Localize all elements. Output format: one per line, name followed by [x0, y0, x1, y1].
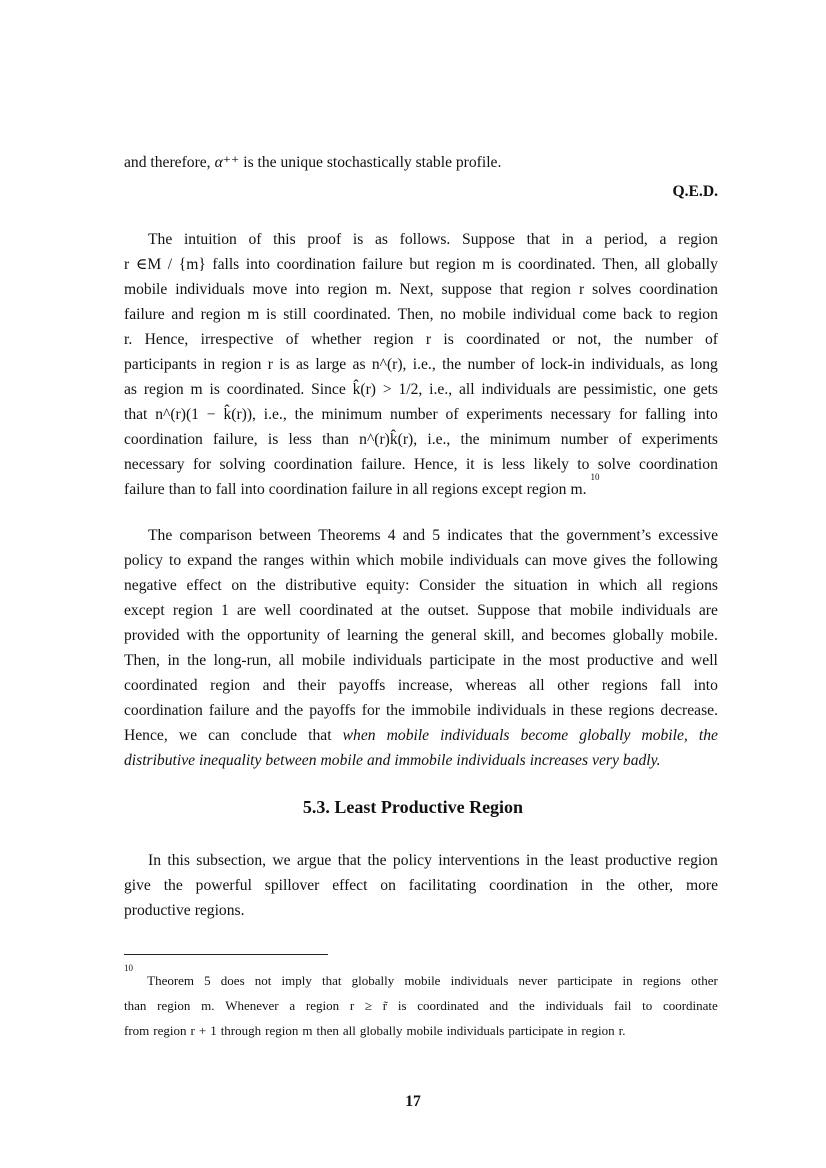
paragraph-comparison: [124, 523, 718, 773]
para2-line: negative effect on the distributive equity: Consider the situation in which all regions: [124, 577, 718, 594]
para1-line: failure than to fall into coordination failure in all regions except region m. 10: [124, 477, 718, 502]
footnote-divider: [124, 954, 328, 955]
footnote-line: from region r + 1 through region m then all globally mobile individuals participate in region r.: [124, 1023, 626, 1038]
para3-line: productive regions.: [124, 902, 245, 919]
para2-line: The comparison between Theorems 4 and 5 indicates that the government’s excessive: [148, 527, 718, 544]
footnote-reference[interactable]: 10: [590, 472, 600, 482]
para1-line: necessary for solving coordination failure. Hence, it is less likely to solve coordination: [124, 456, 718, 473]
footnote-number: 10: [124, 963, 133, 973]
para1-line: that n^(r)(1 − k̂(r)), i.e., the minimum number of experiments necessary for falling into: [124, 406, 718, 423]
para1-line: r ∈M / {m} falls into coordination failure but region m is coordinated. Then, all globally: [124, 256, 718, 273]
intro-suffix: is the unique stochastically stable profile.: [243, 154, 502, 171]
alpha-symbol: α⁺⁺: [214, 154, 240, 171]
para2-line: Hence, we can conclude that when mobile individuals become globally mobile, the: [124, 727, 718, 744]
para1-line: failure and region m is still coordinated. Then, no mobile individual come back to region: [124, 306, 718, 323]
paragraph-intuition: [124, 227, 718, 502]
para2-line: policy to expand the ranges within which mobile individuals can move gives the following: [124, 552, 718, 569]
para2-line: coordinated region and their payoffs increase, whereas all other regions fall into: [124, 677, 718, 694]
para3-line: In this subsection, we argue that the policy interventions in the least productive region: [148, 852, 718, 869]
intro-line: [124, 150, 718, 175]
para2-line: distributive inequality between mobile and immobile individuals increases very badly.: [124, 752, 661, 769]
para2-line: provided with the opportunity of learning the general skill, and becomes globally mobile.: [124, 627, 718, 644]
intro-prefix: and therefore,: [124, 154, 211, 171]
footnote-line: than region m. Whenever a region r ≥ r̃ is coordinated and the individuals fail to coordinate: [124, 998, 718, 1013]
section-heading: 5.3. Least Productive Region: [302, 797, 524, 817]
para2-line: Then, in the long-run, all mobile individuals participate in the most productive and well: [124, 652, 718, 669]
para1-line: r. Hence, irrespective of whether region r is coordinated or not, the number of: [124, 331, 718, 348]
para2-line: coordination failure and the payoffs for the immobile individuals in these regions decrease.: [124, 702, 718, 719]
para1-line: mobile individuals move into region m. Next, suppose that region r solves coordination: [124, 281, 718, 298]
qed-mark: Q.E.D.: [672, 183, 718, 200]
para2-line: except region 1 are well coordinated at the outset. Suppose that mobile individuals are: [124, 602, 718, 619]
paragraph-subsection-intro: [124, 848, 718, 923]
para1-line: participants in region r is as large as n^(r), i.e., the number of lock-in individuals, as long: [124, 356, 718, 373]
para1-line: coordination failure, is less than n^(r)k̂(r), i.e., the minimum number of experiments: [124, 431, 718, 448]
page-number: 17: [405, 1093, 421, 1110]
para3-line: give the powerful spillover effect on facilitating coordination in the other, more: [124, 877, 718, 894]
para1-line: as region m is coordinated. Since k̂(r) > 1/2, i.e., all individuals are pessimistic, one gets: [124, 381, 718, 398]
para1-line: The intuition of this proof is as follows. Suppose that in a period, a region: [148, 231, 718, 248]
footnote: [124, 963, 718, 1043]
footnote-line: 10 Theorem 5 does not imply that globally mobile individuals never participate in regions other: [124, 968, 718, 993]
